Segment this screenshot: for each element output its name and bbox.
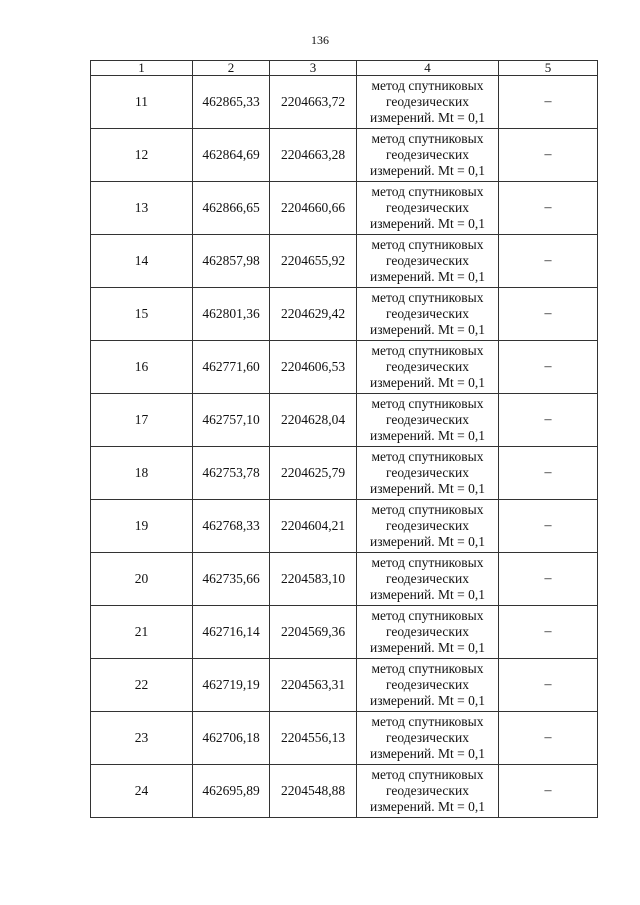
point-number: 17 <box>91 394 193 447</box>
point-number: 19 <box>91 500 193 553</box>
note-dash: – <box>499 288 598 341</box>
note-dash: – <box>499 765 598 818</box>
coordinate-x: 462857,98 <box>193 235 270 288</box>
point-number: 24 <box>91 765 193 818</box>
coordinate-x: 462753,78 <box>193 447 270 500</box>
method-line: геодезических <box>386 412 469 427</box>
method-line: измерений. Mt = 0,1 <box>369 693 486 708</box>
method-line: измерений. Mt = 0,1 <box>369 799 486 814</box>
method-line: метод спутниковых <box>371 131 484 146</box>
header-col-3: 3 <box>270 61 357 76</box>
header-col-4: 4 <box>357 61 499 76</box>
table-row <box>91 394 598 447</box>
point-number: 16 <box>91 341 193 394</box>
method-line: метод спутниковых <box>371 714 484 729</box>
coordinate-x: 462706,18 <box>193 712 270 765</box>
table-row <box>91 500 598 553</box>
method-line: метод спутниковых <box>371 78 484 93</box>
page-number: 136 <box>311 33 329 47</box>
note-dash: – <box>499 447 598 500</box>
coordinate-x: 462866,65 <box>193 182 270 235</box>
method-line: измерений. Mt = 0,1 <box>369 428 486 443</box>
method-line: метод спутниковых <box>371 343 484 358</box>
coordinate-y: 2204606,53 <box>270 341 357 394</box>
method-line: метод спутниковых <box>371 290 484 305</box>
method-line: геодезических <box>386 677 469 692</box>
coordinate-y: 2204663,28 <box>270 129 357 182</box>
method-line: измерений. Mt = 0,1 <box>369 216 486 231</box>
point-number: 14 <box>91 235 193 288</box>
coordinate-x: 462735,66 <box>193 553 270 606</box>
method-line: измерений. Mt = 0,1 <box>369 110 486 125</box>
method-line: геодезических <box>386 465 469 480</box>
point-number: 12 <box>91 129 193 182</box>
method-line: измерений. Mt = 0,1 <box>369 322 486 337</box>
table-row <box>91 182 598 235</box>
method-description <box>357 235 499 288</box>
table-row <box>91 553 598 606</box>
method-description <box>357 394 499 447</box>
table-row <box>91 76 598 129</box>
method-description <box>357 129 499 182</box>
coordinate-x: 462768,33 <box>193 500 270 553</box>
coordinate-y: 2204625,79 <box>270 447 357 500</box>
note-dash: – <box>499 606 598 659</box>
method-line: метод спутниковых <box>371 661 484 676</box>
method-description <box>357 553 499 606</box>
method-line: метод спутниковых <box>371 184 484 199</box>
point-number: 22 <box>91 659 193 712</box>
table-body <box>91 76 598 818</box>
method-line: геодезических <box>386 624 469 639</box>
method-description <box>357 341 499 394</box>
note-dash: – <box>499 500 598 553</box>
coordinate-x: 462864,69 <box>193 129 270 182</box>
point-number: 23 <box>91 712 193 765</box>
note-dash: – <box>499 553 598 606</box>
coordinate-y: 2204628,04 <box>270 394 357 447</box>
method-description <box>357 288 499 341</box>
table-row <box>91 129 598 182</box>
table-row <box>91 659 598 712</box>
method-line: геодезических <box>386 147 469 162</box>
coordinate-y: 2204660,66 <box>270 182 357 235</box>
table-row <box>91 447 598 500</box>
header-col-1: 1 <box>91 61 193 76</box>
method-line: измерений. Mt = 0,1 <box>369 640 486 655</box>
method-line: геодезических <box>386 306 469 321</box>
coordinate-y: 2204548,88 <box>270 765 357 818</box>
coordinate-y: 2204583,10 <box>270 553 357 606</box>
method-description <box>357 659 499 712</box>
method-line: геодезических <box>386 518 469 533</box>
coordinate-y: 2204663,72 <box>270 76 357 129</box>
note-dash: – <box>499 129 598 182</box>
point-number: 11 <box>91 76 193 129</box>
coordinate-y: 2204569,36 <box>270 606 357 659</box>
table-row <box>91 341 598 394</box>
method-line: геодезических <box>386 730 469 745</box>
method-line: геодезических <box>386 200 469 215</box>
method-line: геодезических <box>386 359 469 374</box>
note-dash: – <box>499 76 598 129</box>
method-line: геодезических <box>386 94 469 109</box>
header-row <box>91 61 598 76</box>
method-line: измерений. Mt = 0,1 <box>369 534 486 549</box>
method-line: метод спутниковых <box>371 555 484 570</box>
method-line: метод спутниковых <box>371 502 484 517</box>
coordinates-table <box>90 60 598 818</box>
note-dash: – <box>499 341 598 394</box>
method-line: измерений. Mt = 0,1 <box>369 746 486 761</box>
point-number: 15 <box>91 288 193 341</box>
method-line: метод спутниковых <box>371 396 484 411</box>
method-description <box>357 76 499 129</box>
table-row <box>91 606 598 659</box>
header-col-2: 2 <box>193 61 270 76</box>
method-description <box>357 712 499 765</box>
method-description <box>357 765 499 818</box>
table-row <box>91 712 598 765</box>
method-line: измерений. Mt = 0,1 <box>369 587 486 602</box>
coordinate-y: 2204629,42 <box>270 288 357 341</box>
method-line: геодезических <box>386 571 469 586</box>
method-description <box>357 606 499 659</box>
coordinate-x: 462801,36 <box>193 288 270 341</box>
method-line: геодезических <box>386 783 469 798</box>
table-header <box>91 61 598 76</box>
method-line: метод спутниковых <box>371 608 484 623</box>
method-line: геодезических <box>386 253 469 268</box>
method-description <box>357 182 499 235</box>
point-number: 18 <box>91 447 193 500</box>
method-line: измерений. Mt = 0,1 <box>369 375 486 390</box>
coordinate-y: 2204556,13 <box>270 712 357 765</box>
point-number: 20 <box>91 553 193 606</box>
coordinate-y: 2204604,21 <box>270 500 357 553</box>
method-line: метод спутниковых <box>371 449 484 464</box>
table-row <box>91 235 598 288</box>
note-dash: – <box>499 394 598 447</box>
method-line: измерений. Mt = 0,1 <box>369 163 486 178</box>
coordinate-y: 2204655,92 <box>270 235 357 288</box>
coordinate-x: 462865,33 <box>193 76 270 129</box>
coordinate-y: 2204563,31 <box>270 659 357 712</box>
note-dash: – <box>499 235 598 288</box>
method-description <box>357 447 499 500</box>
method-line: измерений. Mt = 0,1 <box>369 269 486 284</box>
point-number: 21 <box>91 606 193 659</box>
method-description <box>357 500 499 553</box>
coordinate-x: 462771,60 <box>193 341 270 394</box>
note-dash: – <box>499 659 598 712</box>
method-line: метод спутниковых <box>371 237 484 252</box>
note-dash: – <box>499 182 598 235</box>
method-line: метод спутниковых <box>371 767 484 782</box>
coordinate-x: 462719,19 <box>193 659 270 712</box>
coordinate-x: 462757,10 <box>193 394 270 447</box>
table-row <box>91 288 598 341</box>
table-row <box>91 765 598 818</box>
method-line: измерений. Mt = 0,1 <box>369 481 486 496</box>
coordinate-x: 462716,14 <box>193 606 270 659</box>
note-dash: – <box>499 712 598 765</box>
point-number: 13 <box>91 182 193 235</box>
header-col-5: 5 <box>499 61 598 76</box>
coordinate-x: 462695,89 <box>193 765 270 818</box>
